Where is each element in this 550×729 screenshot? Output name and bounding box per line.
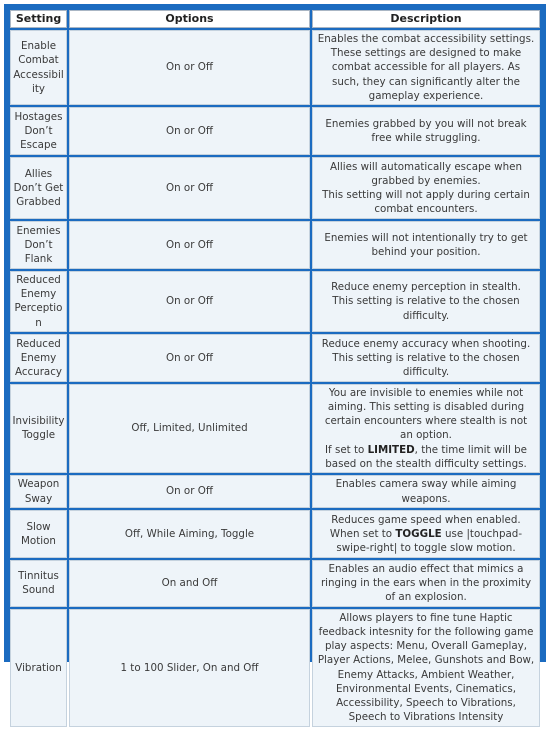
table-row (10, 510, 540, 558)
setting-name: Invisibility Toggle (10, 384, 67, 473)
setting-description: You are invisible to enemies while not aiming. This setting is disabled during certain encounters where stealth is not an option. If set to LIMITED, the time limit will be based on the stealth difficulty settings. (312, 384, 540, 473)
setting-description: Reduce enemy perception in stealth. This setting is relative to the chosen difficulty. (312, 271, 540, 332)
table-row (10, 384, 540, 473)
setting-name: Weapon Sway (10, 475, 67, 508)
setting-name: Reduced Enemy Accuracy (10, 334, 67, 382)
table-row (10, 475, 540, 508)
setting-description: Enables an audio effect that mimics a ringing in the ears when in the proximity of an explosion. (312, 560, 540, 607)
setting-description: Reduces game speed when enabled. When set to TOGGLE use |touchpad-swipe-right| to toggle slow motion. (312, 510, 540, 558)
setting-name: Enable Combat Accessibility (10, 30, 67, 105)
header-description: Description (312, 10, 540, 28)
table-row (10, 30, 540, 105)
setting-options: On or Off (69, 221, 310, 269)
setting-description: Allows players to fine tune Haptic feedback intesnity for the following game play aspects: Menu, Overall Gameplay, Player Actions, Melee, Gunshots and Bow, Enemy Attacks, Ambient Weather, Environmental Events, Cinematics, Accessibility, Speech to Vibrations, Speech to Vibrations Intensity (312, 609, 540, 727)
setting-description: Allies will automatically escape when grabbed by enemies. This setting will not apply during certain combat encounters. (312, 157, 540, 219)
table-row (10, 271, 540, 332)
setting-options: On or Off (69, 30, 310, 105)
setting-name: Allies Don’t Get Grabbed (10, 157, 67, 219)
table-row (10, 560, 540, 607)
setting-name: Enemies Don’t Flank (10, 221, 67, 269)
table-row (10, 334, 540, 382)
setting-options: Off, Limited, Unlimited (69, 384, 310, 473)
setting-description: Enables camera sway while aiming weapons. (312, 475, 540, 508)
setting-name: Slow Motion (10, 510, 67, 558)
header-setting: Setting (10, 10, 67, 28)
settings-table-frame (4, 4, 546, 724)
setting-description: Enables the combat accessibility settings. These settings are designed to make combat accessible for all players. As such, they can significantly alter the gameplay experience. (312, 30, 540, 105)
setting-options: On or Off (69, 157, 310, 219)
setting-name: Vibration (10, 609, 67, 727)
setting-name: Reduced Enemy Perception (10, 271, 67, 332)
header-row (10, 10, 540, 28)
setting-options: On or Off (69, 475, 310, 508)
table-row (10, 107, 540, 155)
setting-options: On or Off (69, 271, 310, 332)
setting-options: Off, While Aiming, Toggle (69, 510, 310, 558)
setting-description: Reduce enemy accuracy when shooting. This setting is relative to the chosen difficulty. (312, 334, 540, 382)
setting-name: Hostages Don’t Escape (10, 107, 67, 155)
table-row (10, 157, 540, 219)
setting-options: 1 to 100 Slider, On and Off (69, 609, 310, 727)
header-options: Options (69, 10, 310, 28)
accessibility-settings-table (8, 8, 542, 729)
table-row (10, 221, 540, 269)
setting-name: Tinnitus Sound (10, 560, 67, 607)
setting-description: Enemies will not intentionally try to get behind your position. (312, 221, 540, 269)
table-row (10, 609, 540, 727)
setting-options: On or Off (69, 107, 310, 155)
setting-options: On and Off (69, 560, 310, 607)
setting-description: Enemies grabbed by you will not break free while struggling. (312, 107, 540, 155)
setting-options: On or Off (69, 334, 310, 382)
